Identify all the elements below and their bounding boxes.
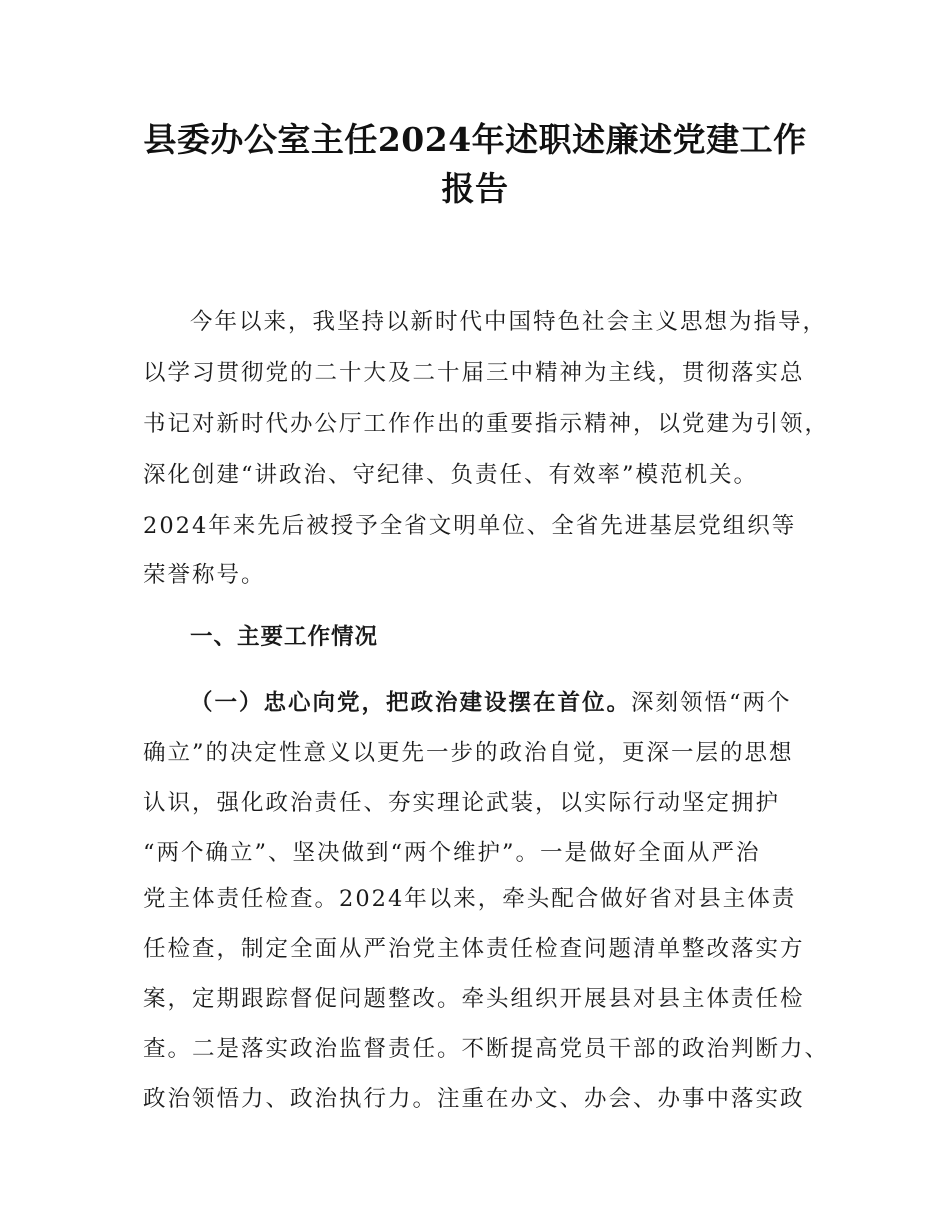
document-title-line-1: 县委办公室主任2024年述职述廉述党建工作 (143, 120, 807, 159)
body-paragraph-line: 政治领悟力、政治执行力。注重在办文、办会、办事中落实政 (143, 1086, 805, 1112)
body-paragraph-line: 认识，强化政治责任、夯实理论武装，以实际行动坚定拥护 (143, 790, 781, 816)
intro-paragraph-line: 以学习贯彻党的二十大及二十届三中精神为主线，贯彻落实总 (143, 360, 805, 386)
subsection-first-line (190, 688, 792, 718)
intro-paragraph-line: 书记对新时代办公厅工作作出的重要指示精神，以党建为引领， (143, 411, 830, 437)
intro-paragraph-line: 深化创建“讲政治、守纪律、负责任、有效率”模范机关。 (143, 462, 759, 488)
body-paragraph-line: 党主体责任检查。2024年以来，牵头配合做好省对县主体责 (143, 886, 797, 912)
body-paragraph-line: 案，定期跟踪督促问题整改。牵头组织开展县对县主体责任检 (143, 986, 805, 1012)
intro-paragraph-line: 荣誉称号。 (143, 562, 266, 588)
intro-paragraph-line: 2024年来先后被授予全省文明单位、全省先进基层党组织等 (143, 513, 797, 539)
body-paragraph-line: 查。二是落实政治监督责任。不断提高党员干部的政治判断力、 (143, 1036, 830, 1062)
subsection-heading: （一）忠心向党，把政治建设摆在首位。 (190, 690, 632, 716)
body-paragraph-line: “两个确立”、坚决做到“两个维护”。一是做好全面从严治 (143, 840, 761, 866)
body-paragraph-line: 确立”的决定性意义以更先一步的政治自觉，更深一层的思想 (143, 740, 794, 766)
section-heading: 一、主要工作情况 (190, 624, 379, 650)
document-title-line-2: 报告 (441, 169, 509, 208)
body-paragraph-line: 任检查，制定全面从严治党主体责任检查问题清单整改落实方 (143, 936, 805, 962)
intro-paragraph-line: 今年以来，我坚持以新时代中国特色社会主义思想为指导， (190, 309, 828, 335)
subsection-text: 深刻领悟“两个 (631, 690, 792, 716)
